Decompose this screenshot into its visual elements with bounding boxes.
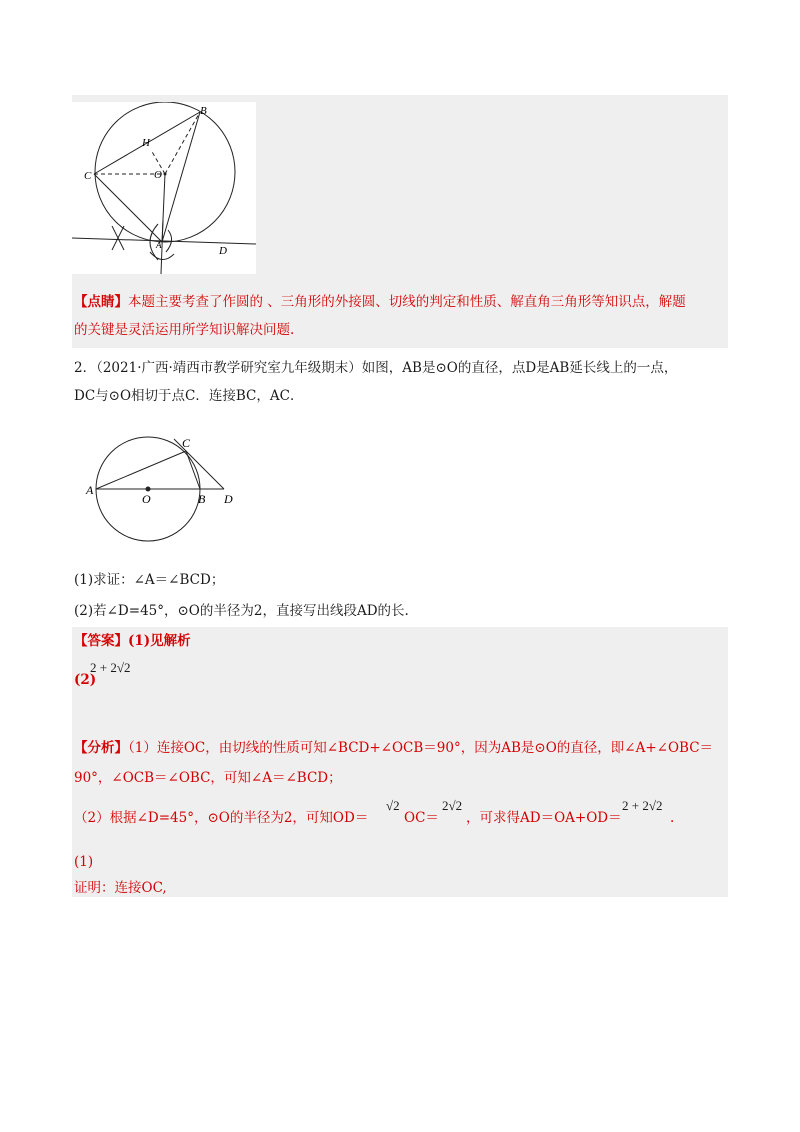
question-1 <box>74 570 224 590</box>
solution-part <box>74 852 93 872</box>
problem-2-text-2: DC与⊙O相切于点C．连接BC，AC． <box>74 388 304 404</box>
problem-2-line-2 <box>74 386 303 406</box>
problem-2-text-1: 2．（2021·广西·靖西市教学研究室九年级期末）如图，AB是⊙O的直径，点D是AB延长线上的一点， <box>74 360 678 376</box>
figure-2-geometry <box>84 405 244 545</box>
answer-tag: 【答案】 <box>74 633 128 649</box>
dianjing-tag: 【点睛】 <box>74 294 128 310</box>
dianjing-text-2: 的关键是灵活运用所学知识解决问题. <box>74 322 295 338</box>
figure-1-geometry <box>72 102 256 274</box>
dianjing-line-2 <box>74 320 294 340</box>
label-c: C <box>84 170 92 182</box>
fig2-label-d: D <box>224 492 233 506</box>
analysis-tag: 【分析】 <box>74 740 128 756</box>
problem-2-line-1 <box>74 358 677 378</box>
question-2 <box>74 601 409 621</box>
segment-ac <box>96 451 186 489</box>
analysis-expr: 2 + 2√2 <box>622 798 663 813</box>
analysis-sqrt-1: √2 <box>386 798 400 813</box>
segment-bc <box>186 451 200 489</box>
analysis-line-3b <box>404 808 439 828</box>
dianjing-text-1: 本题主要考查了作圆的 、三角形的外接圆、切线的判定和性质、解直角三角形等知识点，解题 <box>128 294 686 310</box>
analysis-sqrt-2: 2√2 <box>442 798 463 813</box>
analysis-line-1 <box>74 738 713 758</box>
analysis-line-3c <box>466 808 622 828</box>
center-o-dot <box>146 487 151 492</box>
analysis-line-2 <box>74 768 342 788</box>
label-d: D <box>219 245 227 257</box>
label-a: A <box>156 240 162 250</box>
question-2-text: (2)若∠D=45°，⊙O的半径为2，直接写出线段AD的长. <box>74 603 409 619</box>
analysis-end: . <box>670 810 675 826</box>
fig2-label-o: O <box>142 492 151 506</box>
answer-block <box>72 627 728 897</box>
question-1-text: (1)求证：∠A＝∠BCD； <box>74 572 225 588</box>
answer-part-2-prefix: (2) <box>74 672 97 688</box>
label-o: O <box>154 169 162 181</box>
solution-line <box>74 878 167 898</box>
label-h: H <box>142 137 150 149</box>
answer-part-1: (1)见解析 <box>128 633 191 649</box>
label-b: B <box>200 105 207 117</box>
analysis-text-3a: （2）根据∠D=45°，⊙O的半径为2，可知OD＝ <box>74 810 369 826</box>
answer-part-2-expr: 2 + 2√2 <box>90 660 131 675</box>
analysis-text-1: （1）连接OC，由切线的性质可知∠BCD+∠OCB＝90°，因为AB是⊙O的直径，即∠A+∠OBC＝ <box>128 740 714 756</box>
solution-text: 证明：连接OC, <box>74 880 167 896</box>
fig2-label-b: B <box>198 492 206 506</box>
analysis-line-3 <box>74 808 368 828</box>
analysis-text-3b: OC＝ <box>404 810 439 826</box>
fig2-label-c: C <box>182 436 191 450</box>
point-o-dot <box>164 173 167 176</box>
fig2-label-a: A <box>86 483 94 497</box>
analysis-line-3-end <box>670 808 674 828</box>
analysis-text-3c: ，可求得AD＝OA+OD＝ <box>466 810 622 826</box>
answer-line-1 <box>74 631 191 651</box>
analysis-text-2: 90°，∠OCB＝∠OBC，可知∠A＝∠BCD； <box>74 770 342 786</box>
solution-part-label: (1) <box>74 854 94 870</box>
dianjing-line-1 <box>74 292 686 312</box>
